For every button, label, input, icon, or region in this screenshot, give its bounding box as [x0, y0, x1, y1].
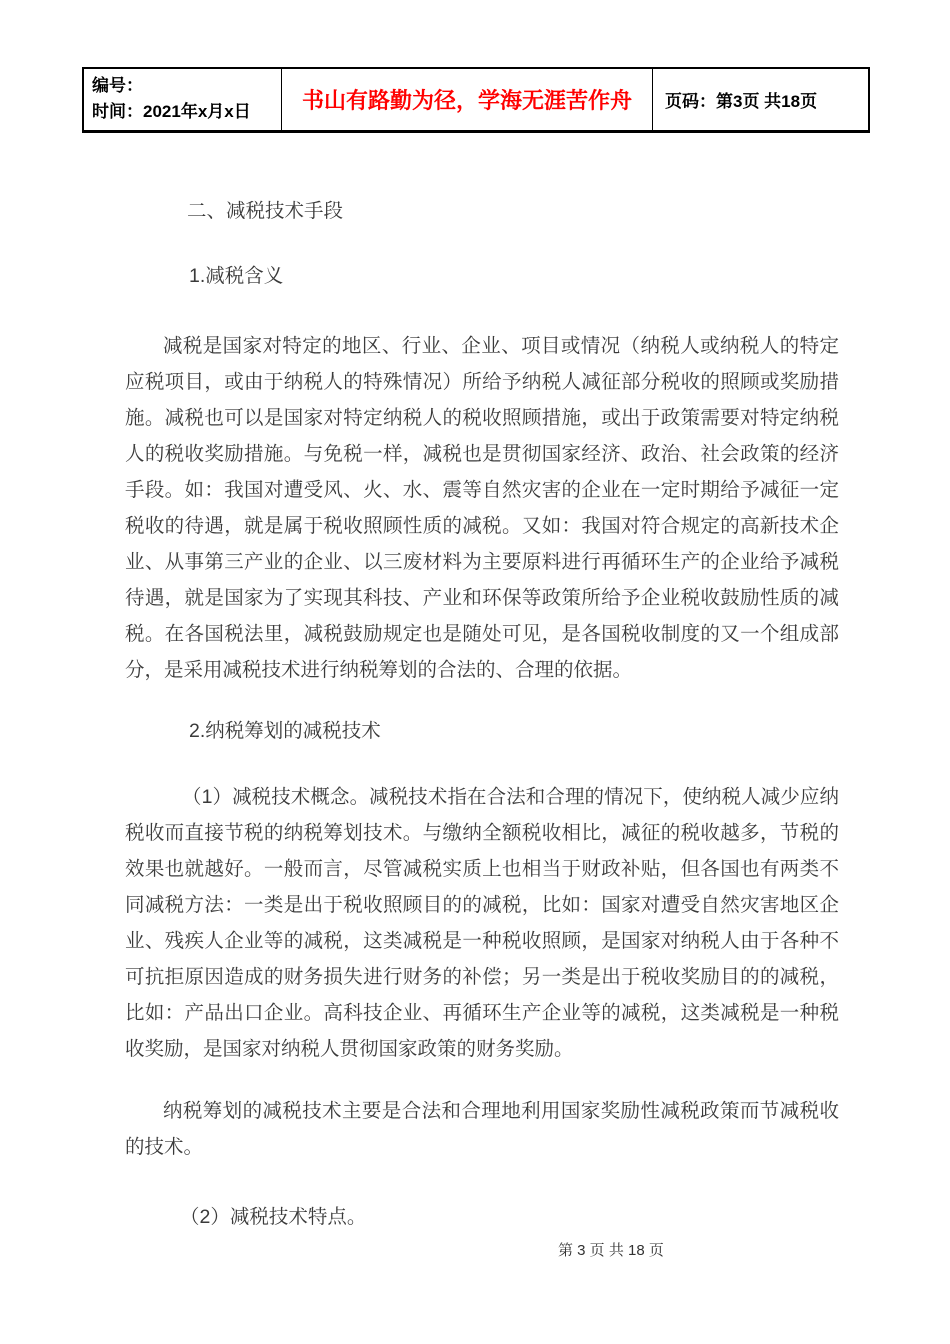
header-cell-meta	[84, 69, 282, 130]
paragraph-tax-reduction-definition: 减税是国家对特定的地区、行业、企业、项目或情况（纳税人或纳税人的特定应税项目，或由于纳税人的特殊情况）所给予纳税人减征部分税收的照顾或奖励措施。减税也可以是国家对特定纳税人的税收照顾措施，或出于政策需要对特定纳税人的税收奖励措施。与免税一样，减税也是贯彻国家经济、政治、社会政策的经济手段。如：我国对遭受风、火、水、震等自然灾害的企业在一定时期给予减征一定税收的待遇，就是属于税收照顾性质的减税。又如：我国对符合规定的高新技术企业、从事第三产业的企业、以三废材料为主要原料进行再循环生产的企业给予减税待遇，就是国家为了实现其科技、产业和环保等政策所给予企业税收鼓励性质的减税。在各国税法里，减税鼓励规定也是随处可见，是各国税收制度的又一个组成部分，是采用减税技术进行纳税筹划的合法的、合理的依据。	[125, 335, 839, 681]
header-cell-page	[653, 69, 868, 130]
item-heading-technique-features: （2）减税技术特点。	[180, 1206, 367, 1228]
doc-number-label: 编号：	[92, 76, 143, 95]
paragraph-technique-concept: （1）减税技术概念。减税技术指在合法和合理的情况下，使纳税人减少应纳税收而直接节税的纳税筹划技术。与缴纳全额税收相比，减征的税收越多，节税的效果也就越好。一般而言，尽管减税实质上也相当于财政补贴，但各国也有两类不同减税方法：一类是出于税收照顾目的的减税，比如：国家对遭受自然灾害地区企业、残疾人企业等的减税，这类减税是一种税收照顾，是国家对纳税人由于各种不可抗拒原因造成的财务损失进行财务的补偿；另一类是出于税收奖励目的的减税，比如：产品出口企业。高科技企业、再循环生产企业等的减税，这类减税是一种税收奖励，是国家对纳税人贯彻国家政策的财务奖励。	[125, 786, 839, 1060]
footer-page-indicator: 第 3 页 共 18 页	[558, 1242, 664, 1259]
header-cell-motto	[282, 69, 653, 130]
header-table	[82, 67, 870, 133]
doc-date-label: 时间：2021年x月x日	[92, 102, 251, 121]
paragraph-technique-summary: 纳税筹划的减税技术主要是合法和合理地利用国家奖励性减税政策而节减税收的技术。	[125, 1100, 839, 1158]
sub-heading-tax-reduction-meaning: 1.减税含义	[189, 265, 284, 287]
sub-heading-tax-planning-technique: 2.纳税筹划的减税技术	[189, 720, 381, 742]
motto-text: 书山有路勤为径，学海无涯苦作舟	[301, 88, 632, 113]
section-heading: 二、减税技术手段	[187, 200, 344, 222]
page-info-label: 页码：第3页 共18页	[665, 92, 818, 111]
